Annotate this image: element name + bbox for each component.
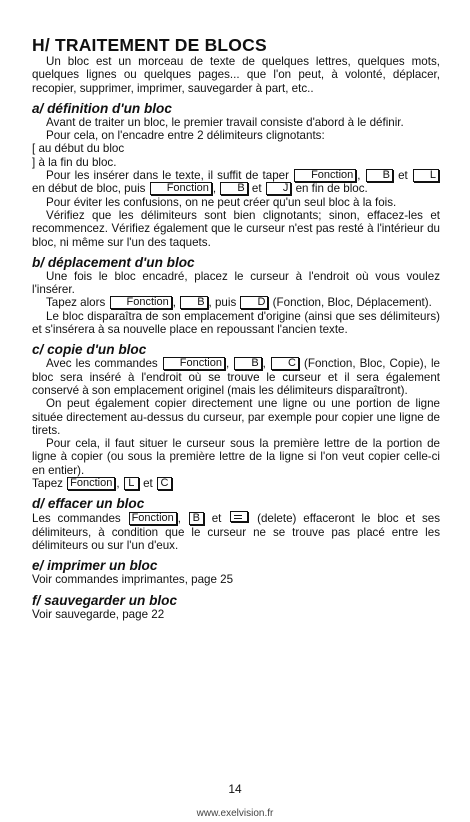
key-fonction: Fonction [110,296,172,309]
section-b-p3: Le bloc disparaîtra de son emplacement d'origine (ainsi que ses délimiteurs) et s'insérera à sa nouvelle place en repoussant l'ancien texte. [32,309,440,337]
section-d-heading: d/ effacer un bloc [32,496,145,512]
section-a-list-1: [ au début du bloc [32,142,125,156]
key-j: J [266,182,292,195]
text-run: et [211,512,222,526]
section-a-p1: Avant de traiter un bloc, le premier travail consiste d'abord à le définir. [46,115,404,129]
section-f-p1: Voir sauvegarde, page 22 [32,607,165,621]
footer-url: www.exelvision.fr [196,808,274,819]
section-c-heading: c/ copie d'un bloc [32,342,147,358]
key-l: L [124,477,139,490]
key-c: C [157,477,172,490]
section-a-heading: a/ définition d'un bloc [32,100,172,116]
key-fonction: Fonction [129,512,177,525]
section-a-list-2: ] à la fin du bloc. [32,155,117,169]
section-a-p4: Pour éviter les confusions, on ne peut créer qu'un seul bloc à la fois. [46,195,397,209]
section-b-heading: b/ déplacement d'un bloc [32,254,195,270]
page-number: 14 [228,782,242,796]
intro-paragraph: Un bloc est un morceau de texte de quelques lettres, quelques mots, quelques lignes ou quelques pages... que l'on peut, à volonté, déplacer, recopier, supprimer, imprimer, sauvegarder à part, etc.. [32,55,440,95]
section-c-p3: Pour cela, il faut situer le curseur sous la première lettre de la portion de ligne à copier (ou sous la première lettre de la ligne si l'on veut copier celle-ci en entier). [32,437,440,477]
key-fonction: Fonction [150,182,212,195]
text-run: Les commandes [32,512,121,526]
section-c-p4: Tapez Fonction , L et C [32,477,440,490]
key-d: D [240,296,268,309]
section-e-heading: e/ imprimer un bloc [32,558,158,574]
key-b: B [366,169,393,182]
text-run: (delete) effaceront le bloc et ses délimiteurs, à condition que le curseur ne se trouve pas placé entre les délimiteurs ou sur l'un d'eux. [32,512,440,552]
key-b: B [234,357,261,370]
section-d-p1: Les commandes Fonction , B et (delete) effaceront le bloc et ses délimiteurs, à condition que le curseur ne se trouve pas placé entre les délimiteurs ou sur l'un d'eux. [32,512,440,552]
section-a-p5: Vérifiez que les délimiteurs sont bien clignotants; sinon, effacez-les et recommencez. Vérifiez également que le curseur n'est pas resté à l'intérieur du bloc, ni même sur l'un des taquets. [32,208,440,249]
section-a-p2: Pour cela, on l'encadre entre 2 délimiteurs clignotants: [46,129,325,143]
key-fonction: Fonction [67,477,115,490]
key-b: B [180,296,207,309]
section-e-p1: Voir commandes imprimantes, page 25 [32,573,234,587]
key-l: L [413,169,439,182]
section-a-p3: Pour les insérer dans le texte, il suffit de taper Fonction , B et L en début de bloc, puis Fonction , B et J en fin de bloc. [32,169,440,196]
text-run: Tapez alors [46,296,106,310]
section-b-p1: Une fois le bloc encadré, placez le curseur à l'endroit où vous voulez l'insérer. [32,269,440,297]
text-run: , puis [208,296,237,310]
text-run: et [251,182,262,196]
text-run: et [143,477,153,491]
section-c-p1: Avec les commandes Fonction , B , C (Fonction, Bloc, Copie), le bloc sera inséré à l'endroit où se trouve le curseur et il sera également conservé à son emplacement originel (mais les délimiteurs disparaîtront). [32,357,440,397]
key-b: B [189,512,204,525]
section-c-p2: On peut également copier directement une ligne ou une portion de ligne située directement au-dessus du curseur, par exemple pour copier une ligne de tirets. [32,397,440,437]
text-run: en fin de bloc. [295,182,368,196]
text-run: (Fonction, Bloc, Copie), le bloc sera inséré à l'endroit où se trouve le curseur et il sera également conservé à son emplacement originel (mais les délimiteurs disparaîtront). [32,357,440,397]
document-page [32,36,440,621]
key-b: B [220,182,247,195]
text-run: Pour les insérer dans le texte, il suffit de taper [46,169,289,183]
text-run: Avec les commandes [46,357,158,371]
section-f-heading: f/ sauvegarder un bloc [32,592,178,608]
text-run: (Fonction, Bloc, Déplacement). [272,296,432,310]
page-title: H/ TRAITEMENT DE BLOCS [32,35,267,55]
key-c: C [271,357,299,370]
key-fonction: Fonction [294,169,356,182]
key-fonction: Fonction [163,357,225,370]
text-run: et [398,169,408,183]
text-run: Tapez [32,477,63,491]
text-run: en début de bloc, puis [32,182,146,196]
delete-key-icon [230,511,248,522]
section-b-p2: Tapez alors Fonction , B , puis D (Fonction, Bloc, Déplacement). [46,296,432,310]
